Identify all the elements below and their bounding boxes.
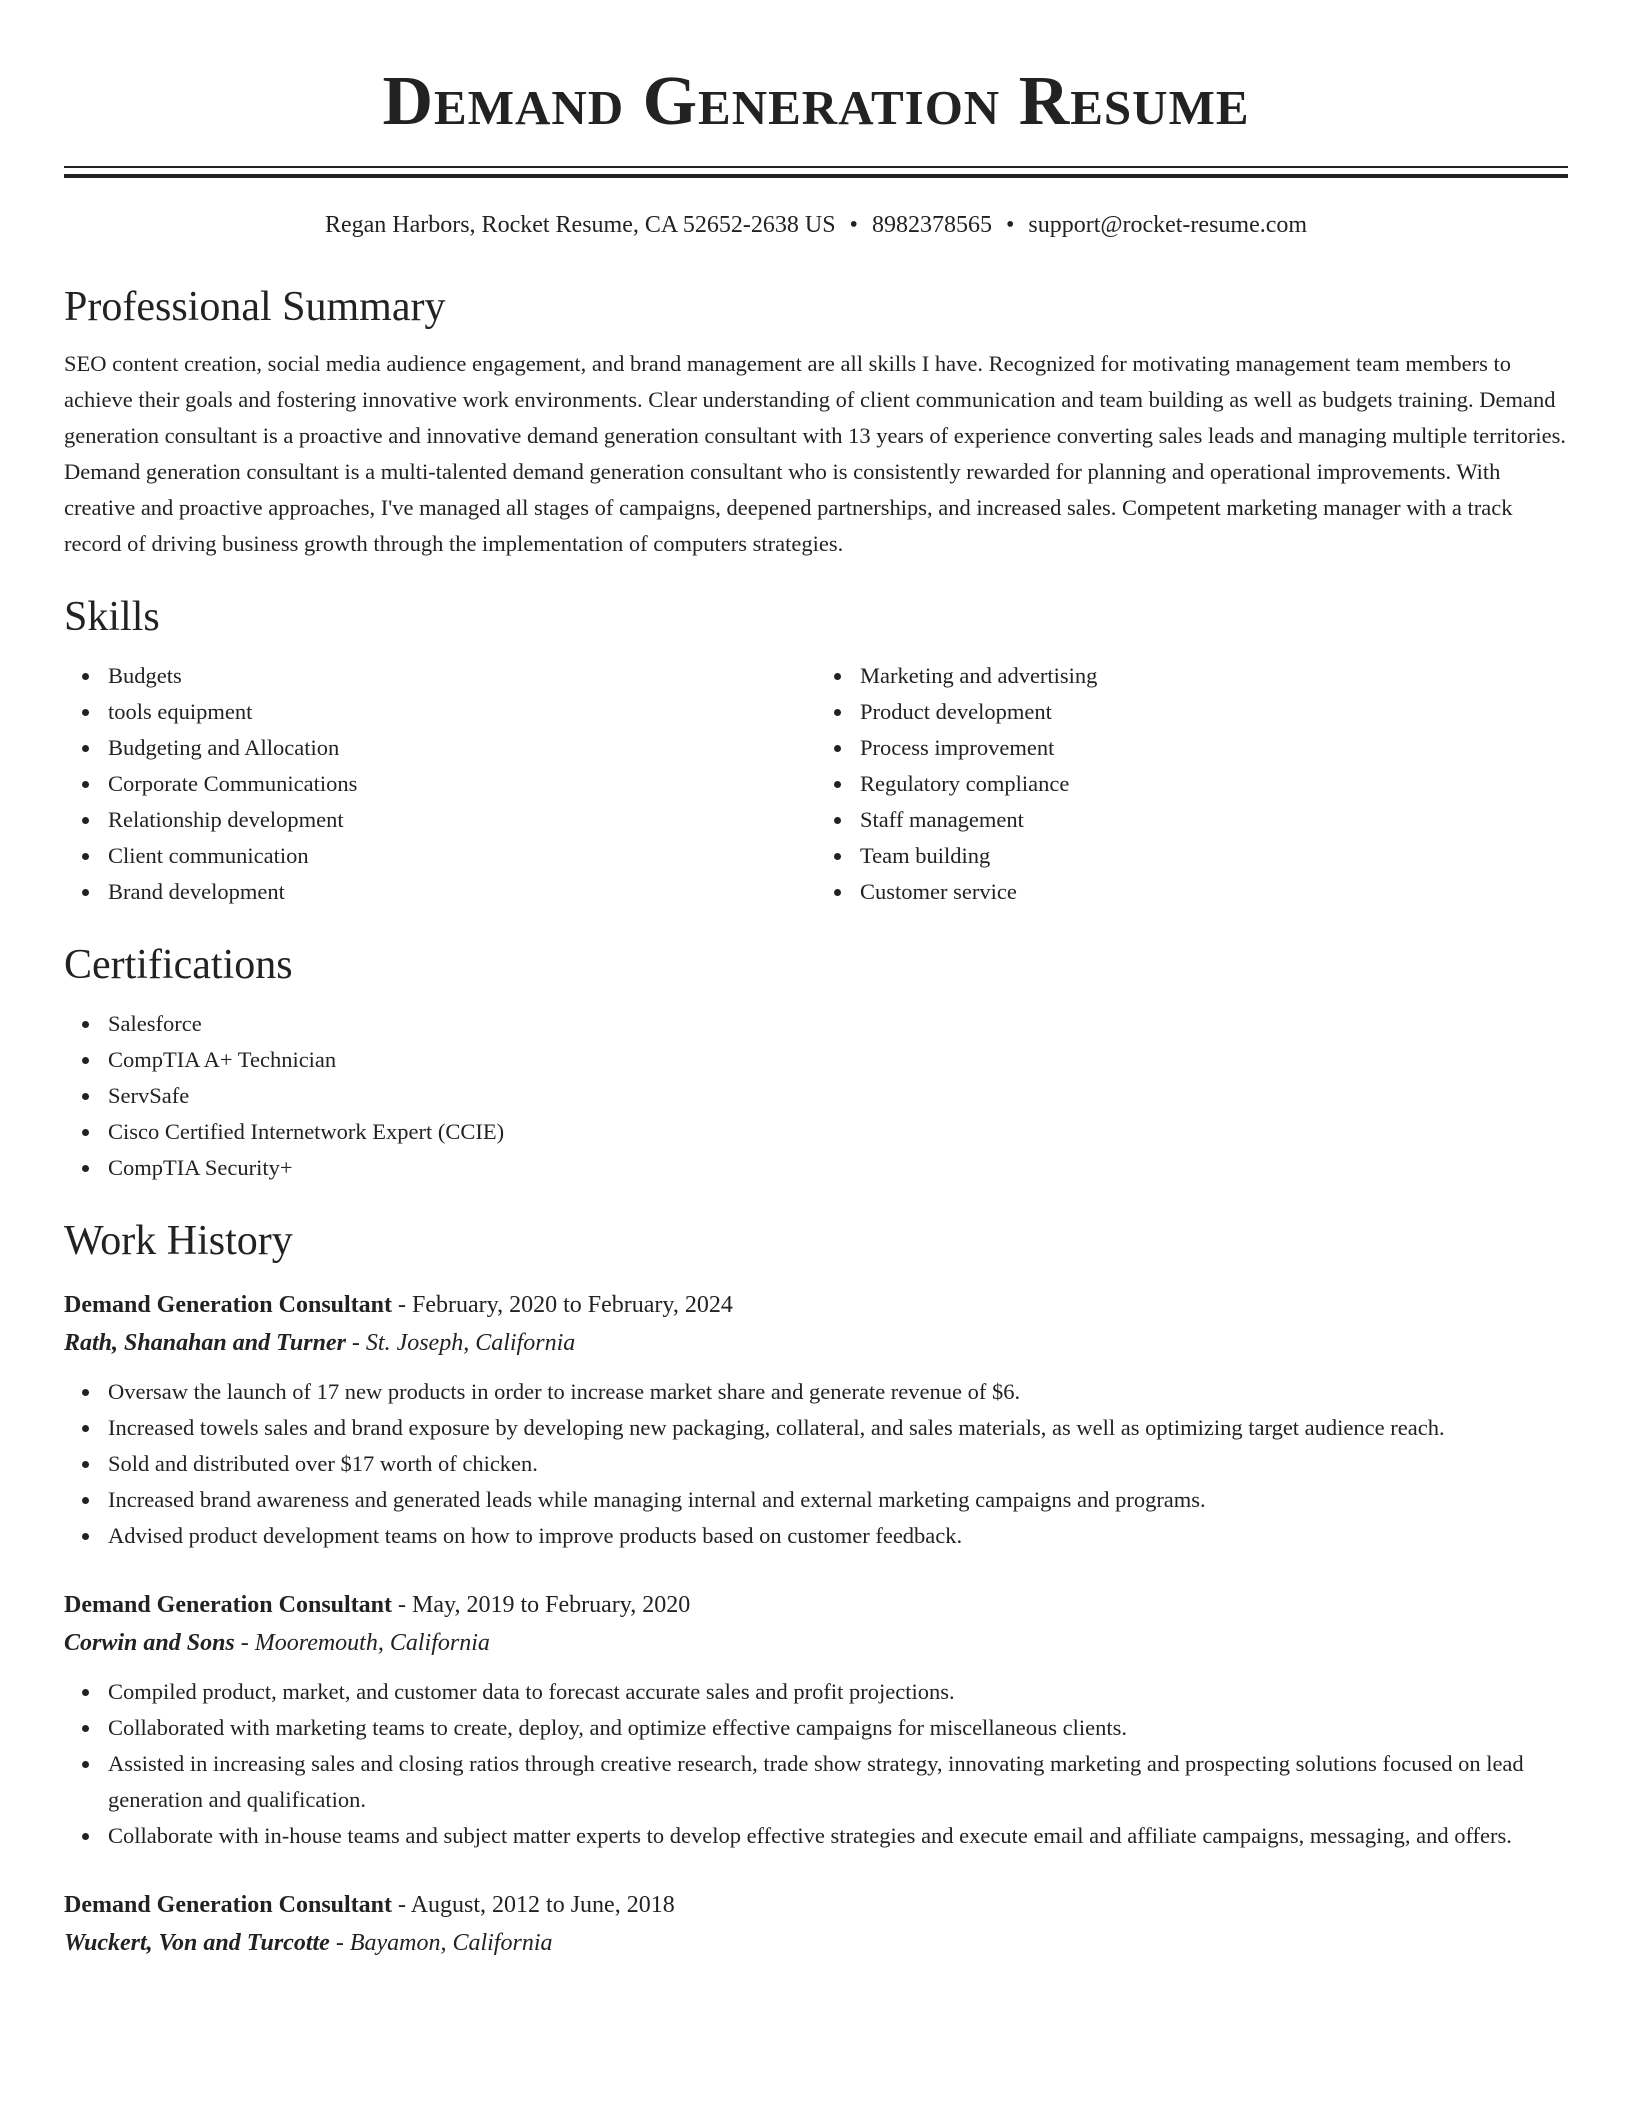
job-entry: [64, 1886, 1568, 1962]
job-bullet: Collaborated with marketing teams to create, deploy, and optimize effective campaigns for miscellaneous clients.: [108, 1710, 1568, 1746]
skills-section: [64, 592, 1568, 910]
certifications-list: [64, 1006, 1568, 1186]
work-history-heading: Work History: [64, 1218, 293, 1264]
job-company: Corwin and Sons: [64, 1630, 235, 1656]
certification-item: Salesforce: [108, 1006, 1568, 1042]
job-title-line: [64, 1286, 1568, 1324]
contact-phone: 8982378565: [871, 212, 992, 238]
job-title: Demand Generation Consultant: [64, 1892, 393, 1918]
skill-item: Product development: [860, 694, 1568, 730]
skills-list-left: [64, 658, 816, 910]
job-title-line: [64, 1586, 1568, 1624]
job-title: Demand Generation Consultant: [64, 1592, 393, 1618]
title-divider-thin: [64, 166, 1568, 168]
job-bullet: Compiled product, market, and customer data to forecast accurate sales and profit projections.: [108, 1674, 1568, 1710]
job-location: - St. Joseph, California: [345, 1330, 576, 1356]
contact-separator: •: [1005, 212, 1015, 238]
skill-item: Customer service: [860, 874, 1568, 910]
summary-text: SEO content creation, social media audience engagement, and brand management are all skills I have. Recognized for motivating management team members to achieve their goals and fostering innovative work environments. Clear understanding of client communication and team building as well as budgets training. Demand generation consultant is a proactive and innovative demand generation consultant with 13 years of experience converting sales leads and managing multiple territories. Demand generation consultant is a multi-talented demand generation consultant who is consistently rewarded for planning and operational improvements. With creative and proactive approaches, I've managed all stages of campaigns, deepened partnerships, and increased sales. Competent marketing manager with a track record of driving business growth through the implementation of computers strategies.: [64, 351, 1567, 556]
job-company: Wuckert, Von and Turcotte: [64, 1930, 330, 1956]
skills-list-right: [816, 658, 1568, 910]
job-entry: [64, 1586, 1568, 1854]
certifications-heading: Certifications: [64, 942, 293, 988]
contact-email: support@rocket-resume.com: [1028, 212, 1308, 238]
job-bullet: Advised product development teams on how to improve products based on customer feedback.: [108, 1518, 1568, 1554]
title-divider-thick: [64, 174, 1568, 178]
job-title-line: [64, 1886, 1568, 1924]
job-location: - Bayamon, California: [329, 1930, 553, 1956]
certification-item: Cisco Certified Internetwork Expert (CCIE): [108, 1114, 1568, 1150]
contact-line: [64, 210, 1568, 240]
job-bullets: [64, 1374, 1568, 1554]
skills-columns: [64, 658, 1568, 910]
contact-separator: •: [849, 212, 858, 238]
job-bullets: [64, 1674, 1568, 1854]
job-bullet: Assisted in increasing sales and closing ratios through creative research, trade show strategy, innovating marketing and prospecting solutions focused on lead generation and qualification.: [108, 1746, 1568, 1818]
skill-item: Budgets: [108, 658, 816, 694]
job-company: Rath, Shanahan and Turner: [64, 1330, 346, 1356]
job-company-line: [64, 1924, 1568, 1962]
job-location: - Mooremouth, California: [234, 1630, 490, 1656]
job-entry: [64, 1286, 1568, 1554]
job-company-line: [64, 1324, 1568, 1362]
job-dates: - May, 2019 to February, 2020: [392, 1592, 691, 1618]
job-bullet: Collaborate with in-house teams and subject matter experts to develop effective strategies and execute email and affiliate campaigns, messaging, and offers.: [108, 1818, 1568, 1854]
job-dates: - February, 2020 to February, 2024: [392, 1292, 733, 1318]
job-bullet: Increased brand awareness and generated leads while managing internal and external marketing campaigns and programs.: [108, 1482, 1568, 1518]
certifications-section: [64, 940, 1568, 1186]
certification-item: CompTIA Security+: [108, 1150, 1568, 1186]
skill-item: Regulatory compliance: [860, 766, 1568, 802]
certification-item: CompTIA A+ Technician: [108, 1042, 1568, 1078]
certification-item: ServSafe: [108, 1078, 1568, 1114]
resume-title: Demand Generation Resume: [382, 63, 1250, 140]
job-bullet: Oversaw the launch of 17 new products in order to increase market share and generate revenue of $6.: [108, 1374, 1568, 1410]
skill-item: Team building: [860, 838, 1568, 874]
skill-item: Marketing and advertising: [860, 658, 1568, 694]
work-history-section: [64, 1216, 1568, 1962]
skill-item: Relationship development: [108, 802, 816, 838]
skill-item: tools equipment: [108, 694, 816, 730]
job-dates: - August, 2012 to June, 2018: [392, 1892, 675, 1918]
skill-item: Budgeting and Allocation: [108, 730, 816, 766]
skill-item: Brand development: [108, 874, 816, 910]
job-title: Demand Generation Consultant: [64, 1292, 393, 1318]
job-bullet: Sold and distributed over $17 worth of chicken.: [108, 1446, 1568, 1482]
skill-item: Process improvement: [860, 730, 1568, 766]
skill-item: Corporate Communications: [108, 766, 816, 802]
summary-heading: Professional Summary: [64, 284, 446, 330]
skills-heading: Skills: [64, 594, 160, 640]
summary-section: [64, 282, 1568, 562]
contact-address: Regan Harbors, Rocket Resume, CA 52652-2638 US: [324, 212, 836, 238]
job-bullet: Increased towels sales and brand exposure by developing new packaging, collateral, and sales materials, as well as optimizing target audience reach.: [108, 1410, 1568, 1446]
skill-item: Staff management: [860, 802, 1568, 838]
job-company-line: [64, 1624, 1568, 1662]
skill-item: Client communication: [108, 838, 816, 874]
